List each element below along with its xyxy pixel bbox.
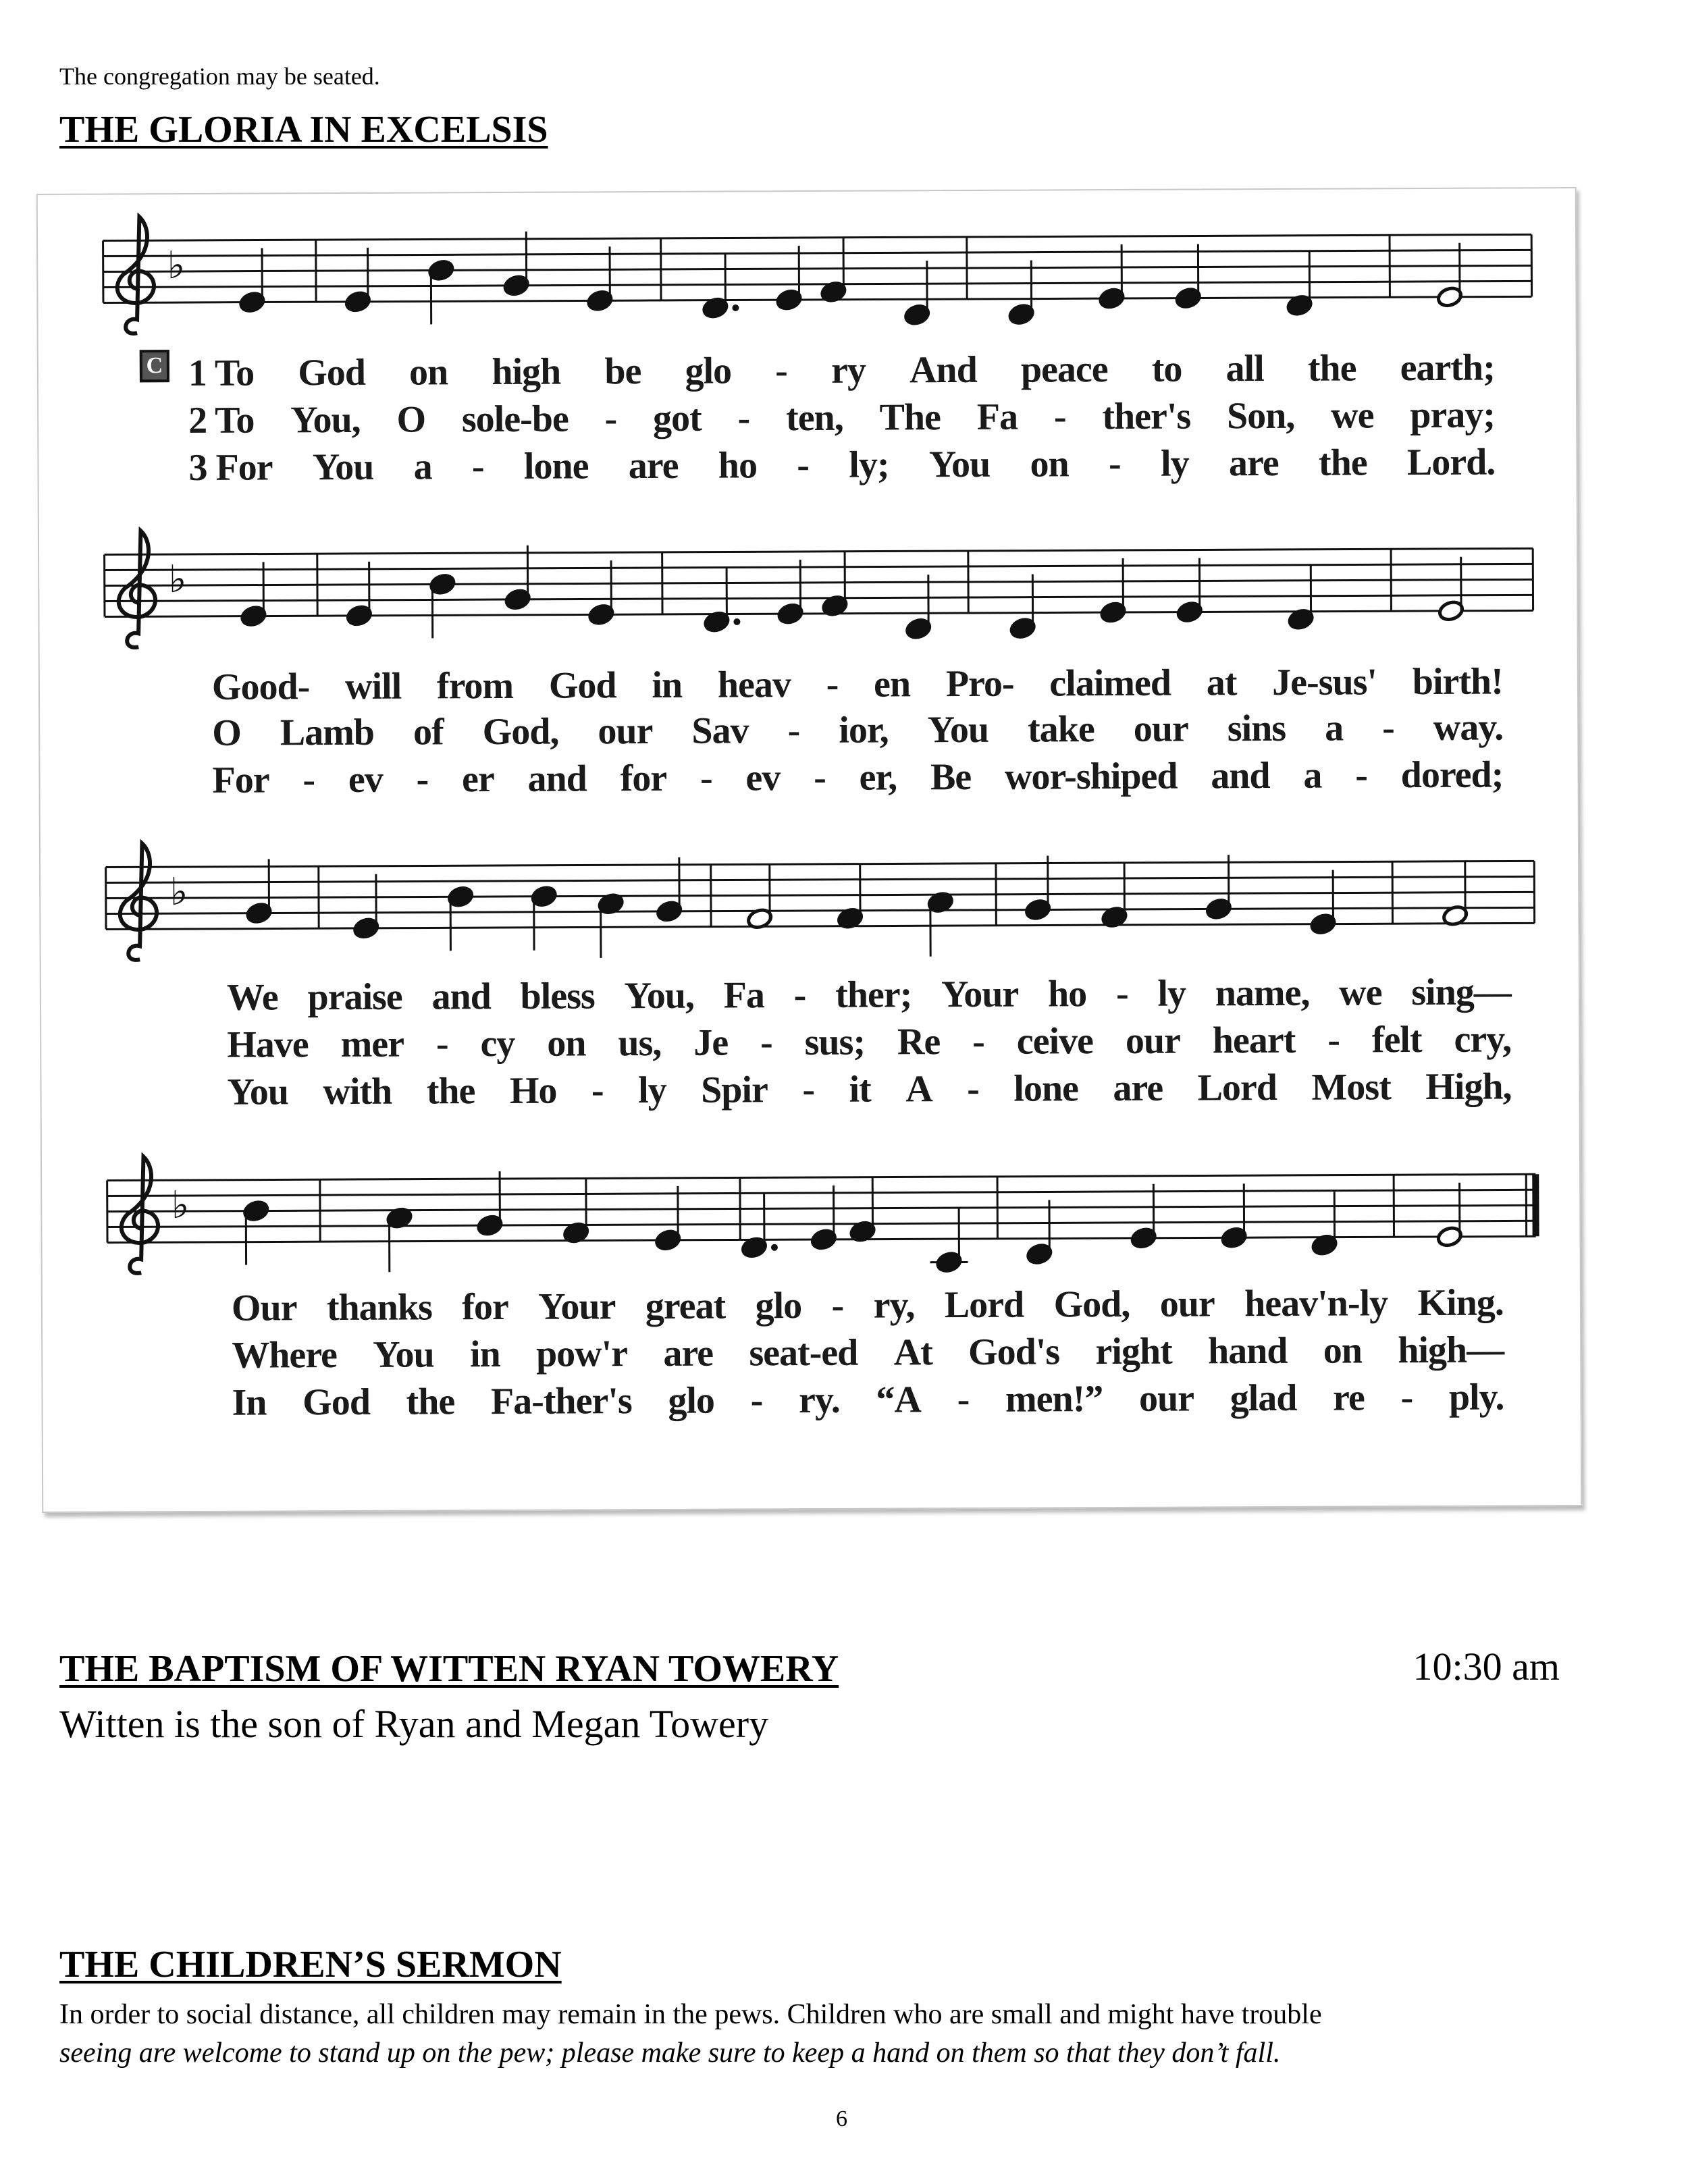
lyric-syllable: Lord.	[1406, 441, 1496, 484]
lyric-syllable: Good-	[211, 666, 310, 708]
lyric-syllable: Je-sus'	[1272, 661, 1377, 704]
hymn-score	[36, 187, 1583, 1513]
lyric-syllable: For	[212, 759, 269, 801]
lyric-syllable: ten,	[785, 396, 843, 440]
sermon-text-line-1: In order to social distance, all children may remain in the pews. Children who are small and might have trouble	[59, 1999, 1322, 2030]
lyric-syllable: Ho	[509, 1069, 557, 1112]
lyric-syllable: we	[1331, 394, 1374, 437]
lyric-syllable: God	[298, 351, 366, 394]
gloria-heading: THE GLORIA IN EXCELSIS	[59, 109, 548, 151]
lyric-syllable: -	[1108, 442, 1121, 485]
lyric-syllable: high	[492, 350, 561, 394]
lyric-syllable: Have	[227, 1023, 309, 1066]
lyric-syllable: Lamb	[280, 711, 375, 754]
lyric-syllable: felt	[1371, 1019, 1422, 1061]
lyric-syllable: ry,	[873, 1284, 915, 1327]
lyric-syllable: a	[1324, 707, 1344, 749]
lyric-syllable: glo	[668, 1379, 715, 1422]
lyric-syllable: ther's	[1102, 395, 1191, 438]
lyric-line	[227, 1065, 1511, 1113]
flat-key-signature-icon: ♭	[168, 558, 187, 602]
lyric-syllable: and	[431, 976, 491, 1018]
lyric-syllable: from	[436, 664, 514, 708]
lyric-syllable: Lord	[944, 1283, 1024, 1327]
lyric-syllable: heav'n-ly	[1244, 1282, 1388, 1325]
lyric-syllable: on	[547, 1022, 586, 1065]
lyric-line	[232, 1281, 1504, 1330]
lyric-syllable: Where	[232, 1334, 338, 1377]
lyric-syllable: at	[1206, 662, 1237, 704]
lyric-syllable: sus;	[804, 1021, 866, 1064]
lyric-syllable: hand	[1207, 1329, 1288, 1373]
staff-line	[106, 876, 1535, 882]
lyric-syllable: You	[373, 1333, 434, 1376]
lyric-syllable: God's	[968, 1331, 1060, 1373]
lyric-syllable: ther;	[835, 974, 912, 1016]
baptism-subtitle: Witten is the son of Ryan and Megan Towery	[59, 1702, 769, 1746]
lyric-syllable: a	[1303, 754, 1322, 797]
flat-key-signature-icon: ♭	[169, 870, 188, 915]
lyric-syllable: -	[416, 758, 429, 801]
lyric-syllable: In	[232, 1381, 267, 1424]
lyric-syllable: er,	[859, 756, 897, 799]
staff-line	[103, 296, 1532, 302]
lyric-syllable: wor-shiped	[1004, 755, 1178, 798]
lyric-syllable: You	[928, 443, 991, 486]
lyric-syllable: -	[1382, 707, 1394, 749]
lyric-syllable: -	[700, 757, 712, 799]
lyric-syllable: You,	[290, 398, 361, 442]
lyric-syllable: men!”	[1005, 1378, 1103, 1420]
lyric-syllable: Fa	[723, 974, 765, 1017]
lyric-syllable: cy	[480, 1022, 515, 1065]
lyric-syllable: on	[408, 351, 448, 394]
lyric-syllable: -	[793, 974, 806, 1017]
lyric-syllable: ho	[718, 444, 758, 487]
lyric-syllable: of	[413, 711, 444, 753]
lyric-syllable: God,	[482, 710, 559, 753]
lyric-syllable: are	[1113, 1067, 1163, 1110]
lyric-syllable: -	[302, 759, 315, 801]
staff-line	[106, 892, 1535, 898]
lyric-syllable: lone	[523, 445, 589, 487]
lyric-syllable: -	[471, 446, 484, 488]
lyric-syllable: God,	[1053, 1283, 1130, 1326]
lyric-syllable: ly	[1157, 972, 1186, 1015]
staff-line	[107, 1221, 1536, 1227]
lyric-syllable: sins	[1227, 707, 1286, 750]
lyric-syllable: You,	[624, 974, 695, 1017]
staff-line	[107, 1174, 1536, 1180]
lyric-syllable: got	[652, 397, 702, 440]
lyric-syllable: to	[1151, 348, 1182, 390]
lyric-line	[227, 1017, 1511, 1066]
lyric-syllable: er	[461, 758, 494, 801]
treble-clef-icon	[120, 843, 157, 960]
lyric-syllable: -	[797, 444, 810, 487]
lyric-syllable: Our	[231, 1287, 297, 1329]
lyric-syllable: -	[957, 1378, 970, 1421]
lyric-syllable: -	[831, 1284, 844, 1327]
lyric-syllable: dored;	[1400, 753, 1504, 797]
note-dot	[771, 1244, 778, 1251]
lyric-syllable: ply.	[1448, 1376, 1504, 1418]
treble-clef-icon	[118, 531, 155, 647]
lyric-syllable: take	[1027, 708, 1094, 751]
lyric-syllable: ly;	[849, 444, 889, 486]
lyric-syllable: O	[212, 712, 241, 754]
lyric-syllable: -	[737, 397, 750, 440]
lyric-syllable: are	[663, 1332, 714, 1375]
treble-clef-icon	[117, 217, 154, 334]
staff-line	[103, 281, 1532, 287]
lyric-syllable: And	[909, 348, 977, 392]
lyric-syllable: 3 For	[188, 446, 273, 489]
lyric-syllable: ev	[348, 758, 383, 801]
lyric-syllable: heav	[717, 664, 791, 706]
lyric-syllable: for	[462, 1285, 508, 1329]
lyric-syllable: our	[1159, 1283, 1215, 1325]
staff-line	[106, 861, 1535, 867]
lyric-line	[188, 346, 1495, 395]
lyric-syllable: claimed	[1049, 662, 1171, 705]
lyric-syllable: peace	[1020, 348, 1108, 391]
lyric-syllable: We	[226, 976, 278, 1019]
staff-line	[105, 564, 1533, 570]
lyric-syllable: O	[396, 398, 426, 441]
lyric-syllable: mer	[340, 1023, 404, 1066]
lyric-syllable: we	[1339, 971, 1382, 1014]
lyric-syllable: Spir	[701, 1069, 768, 1111]
lyric-syllable: -	[826, 663, 839, 705]
lyric-syllable: the	[1307, 347, 1356, 390]
lyric-syllable: 2 To	[188, 399, 255, 442]
lyric-syllable: en	[873, 663, 911, 705]
lyric-syllable: are	[1228, 442, 1279, 485]
lyric-syllable: ceive	[1016, 1020, 1094, 1063]
lyric-syllable: our	[598, 710, 653, 753]
lyric-syllable: ly	[1160, 442, 1189, 485]
lyric-syllable: high—	[1398, 1329, 1504, 1372]
lyric-syllable: High,	[1425, 1065, 1512, 1109]
lyric-syllable: birth!	[1412, 660, 1503, 703]
lyric-syllable: our	[1138, 1377, 1194, 1420]
lyric-syllable: Fa	[976, 396, 1018, 438]
lyric-syllable: ry	[830, 349, 866, 392]
lyric-syllable: lone	[1013, 1067, 1079, 1110]
lyric-syllable: on	[1323, 1329, 1363, 1372]
lyric-line	[212, 660, 1503, 709]
lyric-syllable: Fa-ther's	[490, 1380, 632, 1423]
staff-line	[103, 250, 1532, 256]
lyric-syllable: God	[302, 1381, 371, 1424]
seating-instruction: The congregation may be seated.	[59, 63, 380, 90]
lyric-syllable: Sav	[691, 710, 749, 752]
lyric-syllable: -	[967, 1067, 979, 1110]
congregation-mark-icon: C	[140, 350, 169, 382]
lyric-syllable: -	[1115, 972, 1128, 1015]
lyric-syllable: Most	[1311, 1066, 1391, 1109]
lyric-syllable: -	[604, 398, 617, 440]
lyric-syllable: sole-be	[461, 398, 569, 441]
lyric-syllable: -	[972, 1020, 985, 1063]
lyric-line	[232, 1376, 1504, 1424]
lyric-syllable: in	[469, 1333, 500, 1376]
lyric-line	[212, 753, 1503, 802]
staff-line	[103, 234, 1532, 240]
lyric-syllable: the	[426, 1070, 475, 1113]
lyric-syllable: 1 To	[188, 352, 255, 395]
lyric-syllable: sing—	[1411, 971, 1511, 1014]
lyric-syllable: -	[787, 710, 800, 752]
lyric-syllable: are	[628, 444, 679, 487]
sermon-heading: THE CHILDREN’S SERMON	[59, 1944, 562, 1986]
lyric-syllable: You	[312, 446, 374, 489]
lyric-syllable: God	[548, 664, 616, 707]
lyric-syllable: with	[323, 1070, 392, 1113]
lyric-syllable: the	[1318, 442, 1367, 484]
lyric-syllable: way.	[1433, 706, 1504, 749]
note-dot	[733, 618, 740, 625]
lyric-syllable: ry.	[798, 1379, 840, 1422]
lyric-syllable: -	[1053, 396, 1066, 438]
lyric-syllable: -	[591, 1069, 604, 1112]
lyric-syllable: King.	[1417, 1281, 1504, 1325]
lyric-syllable: pow'r	[535, 1333, 628, 1375]
lyric-syllable: will	[344, 665, 402, 708]
lyric-syllable: glo	[755, 1285, 802, 1327]
lyric-syllable: -	[775, 350, 788, 392]
lyric-syllable: all	[1225, 348, 1264, 390]
lyric-syllable: it	[849, 1068, 871, 1111]
treble-clef-icon	[121, 1156, 158, 1273]
lyric-syllable: praise	[307, 976, 402, 1019]
lyric-syllable: ior,	[839, 709, 889, 751]
staff-line	[107, 1205, 1536, 1211]
lyric-syllable: bless	[520, 975, 595, 1017]
lyric-syllable: and	[1211, 755, 1270, 797]
lyric-syllable: heart	[1212, 1019, 1296, 1062]
staff-line	[107, 1190, 1536, 1196]
baptism-heading: THE BAPTISM OF WITTEN RYAN TOWERY	[59, 1648, 839, 1690]
staff-line	[105, 579, 1533, 585]
lyric-syllable: for	[620, 757, 667, 800]
lyric-syllable: right	[1095, 1330, 1172, 1373]
lyric-syllable: and	[527, 757, 587, 800]
lyric-line	[212, 706, 1503, 755]
lyric-syllable: seat-ed	[749, 1331, 858, 1375]
lyric-syllable: -	[1327, 1019, 1340, 1061]
lyric-syllable: A	[905, 1068, 932, 1111]
lyric-line	[232, 1329, 1504, 1377]
lyric-syllable: be	[604, 350, 641, 393]
lyric-syllable: our	[1133, 708, 1188, 750]
lyric-syllable: name,	[1215, 971, 1310, 1015]
lyric-syllable: You	[927, 708, 989, 751]
lyric-syllable: glad	[1230, 1377, 1297, 1420]
lyric-syllable: -	[802, 1068, 815, 1111]
lyric-syllable: The	[879, 396, 941, 439]
lyric-line	[227, 970, 1511, 1019]
flat-key-signature-icon: ♭	[171, 1183, 190, 1228]
staff-line	[103, 265, 1532, 271]
lyric-syllable: the	[406, 1381, 455, 1423]
lyric-syllable: pray;	[1410, 394, 1496, 437]
lyric-syllable: Be	[930, 755, 972, 799]
lyric-syllable: “A	[876, 1379, 922, 1421]
lyric-syllable: -	[760, 1021, 772, 1064]
staff-line	[105, 610, 1533, 616]
lyric-syllable: -	[1355, 754, 1368, 797]
lyric-syllable: -	[750, 1379, 763, 1422]
lyric-syllable: thanks	[326, 1286, 432, 1329]
lyric-syllable: Lord	[1197, 1066, 1277, 1109]
lyric-syllable: glo	[685, 350, 732, 392]
lyric-line	[188, 394, 1495, 442]
lyric-syllable: cry,	[1454, 1018, 1512, 1061]
lyric-syllable: our	[1125, 1019, 1180, 1062]
lyric-syllable: in	[652, 664, 683, 707]
lyric-syllable: ev	[745, 757, 781, 799]
lyric-syllable: on	[1030, 443, 1069, 485]
lyric-syllable: Je	[693, 1021, 729, 1064]
lyric-syllable: You	[227, 1071, 289, 1113]
page-number: 6	[836, 2106, 847, 2131]
lyric-syllable: -	[436, 1023, 448, 1065]
lyric-syllable: re	[1332, 1377, 1365, 1419]
staff-line	[105, 595, 1533, 601]
lyric-syllable: great	[645, 1285, 726, 1328]
sermon-text-line-2: seeing are welcome to stand up on the pew; please make sure to keep a hand on them so that they don’t fall.	[59, 2037, 1281, 2069]
lyric-syllable: ly	[637, 1069, 666, 1112]
note-dot	[732, 304, 739, 311]
lyric-syllable: Re	[897, 1021, 941, 1063]
staff-line	[105, 548, 1533, 554]
lyric-syllable: At	[893, 1331, 932, 1374]
lyric-syllable: earth;	[1400, 346, 1495, 390]
flat-key-signature-icon: ♭	[167, 244, 186, 288]
baptism-time: 10:30 am	[1413, 1645, 1560, 1688]
lyric-syllable: a	[413, 446, 432, 488]
lyric-syllable: -	[1400, 1377, 1413, 1419]
lyric-syllable: Son,	[1226, 394, 1295, 437]
lyric-syllable: us,	[618, 1021, 662, 1065]
lyric-syllable: Your	[941, 973, 1019, 1016]
lyric-line	[188, 441, 1495, 489]
lyric-syllable: -	[813, 756, 826, 799]
lyric-syllable: ho	[1047, 973, 1087, 1015]
staff-line	[106, 907, 1535, 913]
lyric-syllable: Your	[538, 1285, 616, 1328]
lyric-syllable: Pro-	[945, 662, 1014, 705]
